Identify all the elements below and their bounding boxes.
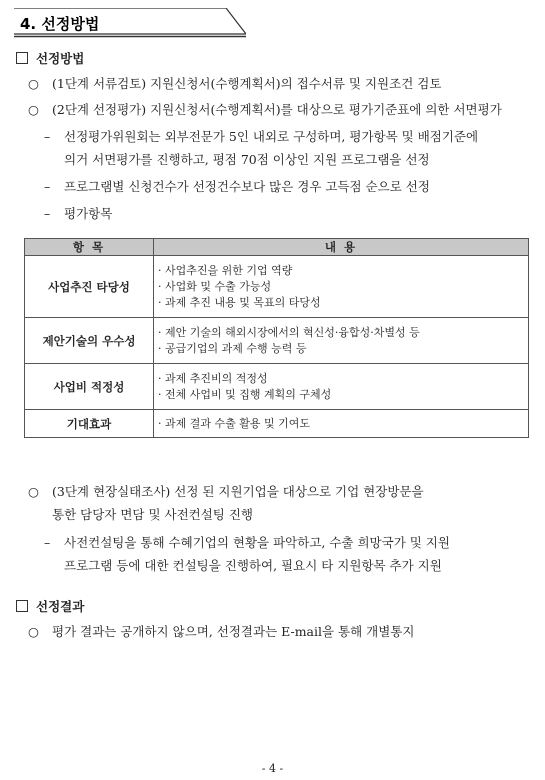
page-number: - 4 -: [261, 762, 284, 775]
circle-bullet-icon: ○: [28, 484, 39, 499]
circle-bullet-icon: ○: [28, 102, 39, 117]
stage2-item: ○ (2단계 선정평가) 지원신청서(수행계획서)를 대상으로 평가기준표에 의한 서면평가: [28, 102, 502, 117]
evaluation-table: [24, 238, 529, 438]
stage3-item-cont: 통한 담당자 면담 및 사전컨설팅 진행: [52, 507, 253, 522]
selection-result-heading: 선정결과: [16, 598, 84, 616]
table-header-content: 내 용: [154, 239, 529, 256]
stage2-sub-item: – 평가항목: [44, 206, 113, 221]
table-row-item: 사업추진 타당성: [25, 256, 154, 318]
table-row-content: · 사업추진을 위한 기업 역량 · 사업화 및 수출 가능성 · 과제 추진 내용 및 목표의 타당성: [154, 256, 529, 318]
selection-method-heading: 선정방법: [16, 50, 84, 68]
table-row-content: · 과제 추진비의 적정성 · 전체 사업비 및 집행 계획의 구체성: [154, 364, 529, 410]
section-number: 4.: [20, 15, 37, 33]
stage2-sub-item: – 프로그램별 신청건수가 선정건수보다 많은 경우 고득점 순으로 선정: [44, 179, 430, 194]
table-row: [25, 410, 529, 438]
table-header-item: 항 목: [25, 239, 154, 256]
table-row-item: 기대효과: [25, 410, 154, 438]
table-row-content: · 제안 기술의 해외시장에서의 혁신성·융합성·차별성 등 · 공급기업의 과제 수행 능력 등: [154, 318, 529, 364]
dash-bullet-icon: –: [44, 535, 51, 550]
section-title: [14, 8, 246, 38]
table-row-item: 사업비 적정성: [25, 364, 154, 410]
stage3-sub-item: – 사전컨설팅을 통해 수혜기업의 현황을 파악하고, 수출 희망국가 및 지원: [44, 535, 450, 550]
table-row: [25, 364, 529, 410]
section-heading: 선정방법: [41, 15, 100, 33]
circle-bullet-icon: ○: [28, 624, 39, 639]
table-row: [25, 318, 529, 364]
stage3-item: ○ (3단계 현장실태조사) 선정 된 지원기업을 대상으로 기업 현장방문을: [28, 484, 424, 499]
table-row-item: 제안기술의 우수성: [25, 318, 154, 364]
dash-bullet-icon: –: [44, 129, 51, 144]
table-row-content: · 과제 결과 수출 활용 및 기여도: [154, 410, 529, 438]
dash-bullet-icon: –: [44, 206, 51, 221]
checkbox-square-icon: [16, 600, 28, 612]
table-header-row: [25, 239, 529, 256]
stage1-item: ○ (1단계 서류검토) 지원신청서(수행계획서)의 접수서류 및 지원조건 검토: [28, 76, 442, 91]
checkbox-square-icon: [16, 52, 28, 64]
dash-bullet-icon: –: [44, 179, 51, 194]
stage3-sub-item-cont: 프로그램 등에 대한 컨설팅을 진행하여, 필요시 타 지원항목 추가 지원: [64, 558, 442, 573]
selection-result-item: ○ 평가 결과는 공개하지 않으며, 선정결과는 E-mail을 통해 개별통지: [28, 624, 415, 639]
circle-bullet-icon: ○: [28, 76, 39, 91]
table-row: [25, 256, 529, 318]
stage2-sub-item-cont: 의거 서면평가를 진행하고, 평점 70점 이상인 지원 프로그램을 선정: [64, 152, 430, 167]
stage2-sub-item: – 선정평가위원회는 외부전문가 5인 내외로 구성하며, 평가항목 및 배점기준에: [44, 129, 479, 144]
